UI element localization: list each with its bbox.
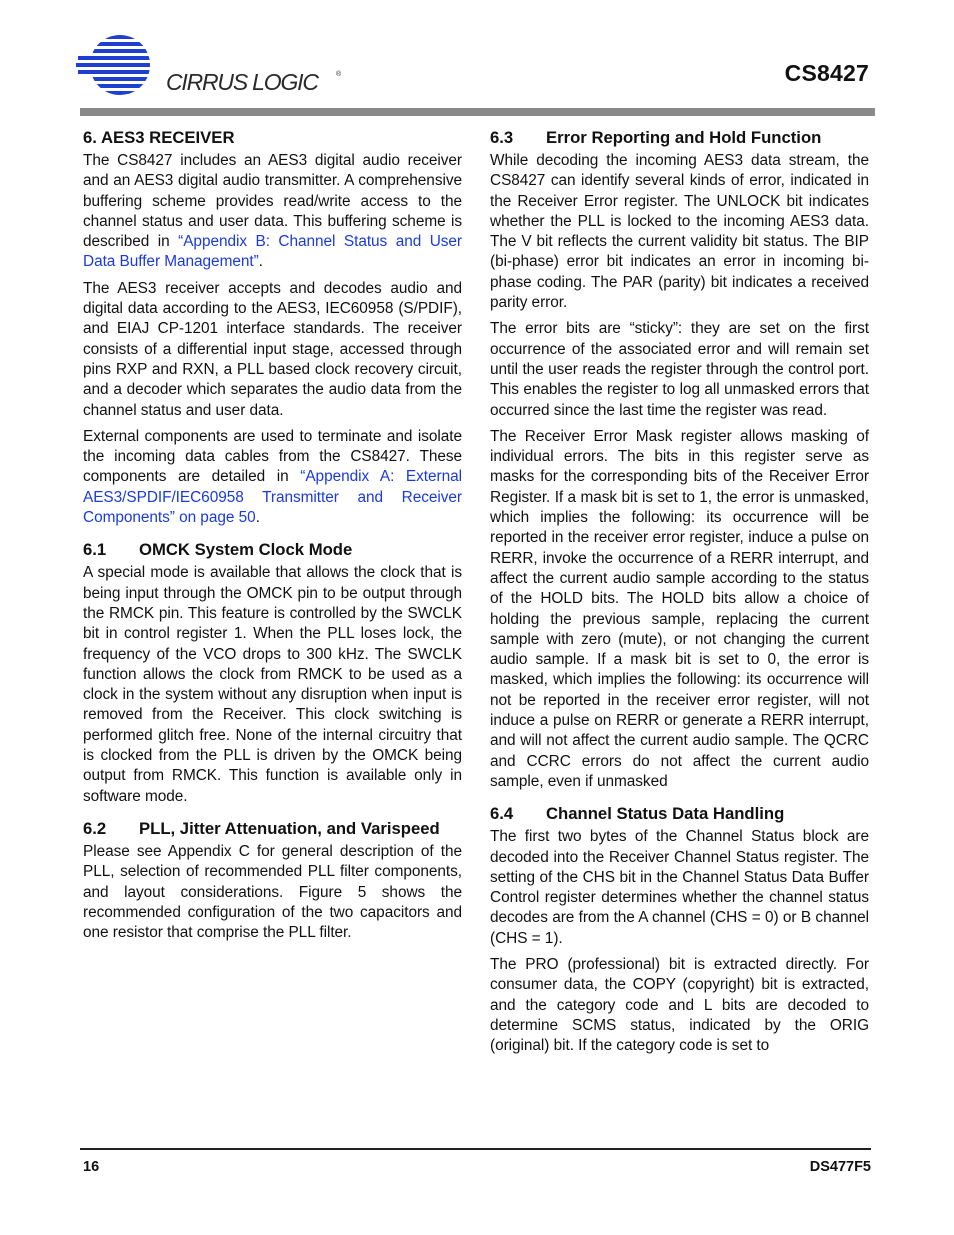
appendix-a-link[interactable]: “Appendix A: External AES3/SPDIF/IEC60958 Transmitter and Receiver Components” on page 50	[83, 468, 462, 527]
paragraph-text: The CS8427 includes an AES3 digital audio receiver and an AES3 digital audio transmitter. A comprehensive buffering scheme provides read/write access to the channel status and user data. This buffering scheme is described in	[83, 152, 462, 251]
section-title: Error Reporting and Hold Function	[546, 128, 822, 147]
svg-text:®: ®	[336, 71, 342, 78]
section-6-3-heading	[490, 128, 869, 147]
paragraph: The AES3 receiver accepts and decodes audio and digital data according to the AES3, IEC60958 (S/PDIF), and EIAJ CP-1201 interface standards. The receiver consists of a differential input stage, accessed through pins RXP and RXN, a PLL based clock recovery circuit, and a decoder which separates the audio data from the channel status and user data.	[83, 279, 462, 419]
paragraph: While decoding the incoming AES3 data stream, the CS8427 can identify several kinds of error, indicated in the Receiver Error register. The UNLOCK bit indicates whether the PLL is locked to the incoming AES3 data. The V bit reflects the current validity bit status. The BIP (bi-phase) error bit indicates an error in incoming bi-phase coding. The PAR (parity) bit indicates a received parity error.	[490, 152, 869, 312]
footer-rule	[80, 1148, 871, 1150]
section-6-2-heading	[83, 819, 462, 838]
paragraph: Please see Appendix C for general description of the PLL, selection of recommended PLL filter components, and layout considerations. Figure 5 shows the recommended configuration of the two capacitors and one resistor that comprise the PLL filter.	[83, 842, 462, 942]
right-column	[490, 128, 869, 1062]
section-number: 6.3	[490, 128, 514, 147]
left-column	[83, 128, 462, 949]
brand-wordmark: CIRRUS LOGIC	[166, 69, 318, 95]
section-number: 6.1	[83, 540, 107, 560]
paragraph: The first two bytes of the Channel Status block are decoded into the Receiver Channel Status register. The setting of the CHS bit in the Channel Status Data Buffer Control register determines whether the channel status decodes are from the A channel (CHS = 0) or B channel (CHS = 1).	[490, 828, 869, 947]
page-number: 16	[83, 1159, 100, 1175]
paragraph: The error bits are “sticky”: they are set on the first occurrence of the associated error and will remain set until the user reads the register through the control port. This enables the register to log all unmasked errors that occurred since the last time the register was read.	[490, 320, 869, 419]
section-number: 6.4	[490, 804, 514, 824]
appendix-b-link[interactable]: “Appendix B: Channel Status and User Data Buffer Management”	[83, 233, 462, 271]
paragraph-text: .	[255, 509, 260, 527]
cirrus-logic-logo	[74, 32, 344, 98]
section-6-1-heading	[83, 540, 462, 559]
section-number: 6.	[83, 128, 97, 147]
product-title: CS8427	[784, 60, 869, 86]
section-title: PLL, Jitter Attenuation, and Varispeed	[139, 818, 440, 838]
paragraph: The PRO (professional) bit is extracted directly. For consumer data, the COPY (copyright) bit is extracted, and the category code and L bits are decoded to determine SCMS status, indicated by the ORIG (original) bit. If the category code is set to	[490, 955, 869, 1055]
header-rule	[80, 108, 875, 116]
paragraph	[83, 151, 462, 273]
logo-mark-icon	[74, 32, 344, 98]
section-6-heading	[83, 128, 462, 147]
section-title: OMCK System Clock Mode	[139, 540, 353, 560]
section-title: Channel Status Data Handling	[546, 804, 785, 824]
section-title: AES3 RECEIVER	[100, 128, 235, 147]
section-number: 6.2	[83, 818, 107, 838]
paragraph-text: External components are used to terminate and isolate the incoming data cables from the CS8427. These components are detailed in	[83, 427, 462, 486]
paragraph-text: .	[258, 253, 263, 271]
paragraph: A special mode is available that allows the clock that is being input through the OMCK pin to be output through the RMCK pin. This feature is controlled by the SWCLK bit in control register 1. When the PLL loses lock, the frequency of the VCO drops to 300 kHz. The SWCLK function allows the clock from RMCK to be used as a clock in the system without any disruption when input is removed from the Receiver. This clock switching is performed glitch free. None of the internal circuitry that is clocked from the PLL is driven by the OMCK being output from RMCK. This function is available only in software mode.	[83, 564, 462, 805]
paragraph: The Receiver Error Mask register allows masking of individual errors. The bits in this register serve as masks for the corresponding bits of the Receiver Error Register. If a mask bit is set to 1, the error is unmasked, which implies the following: its occurrence will be reported in the receiver error register, induce a pulse on RERR, invoke the occurrence of a RERR interrupt, and affect the current audio sample according to the status of the HOLD bits. The HOLD bits allow a choice of holding the previous sample, replacing the current sample with zero (mute), or not changing the current audio sample. If a mask bit is set to 0, the error is masked, which implies the following: its occurrence will not be reported in the receiver error register, will not induce a pulse on RERR or generate a RERR interrupt, and will not affect the current audio sample. The QCRC and CCRC errors do not affect the current audio sample, even if unmasked	[490, 427, 869, 790]
paragraph	[83, 427, 462, 528]
document-id: DS477F5	[809, 1159, 871, 1175]
section-6-4-heading	[490, 804, 869, 823]
